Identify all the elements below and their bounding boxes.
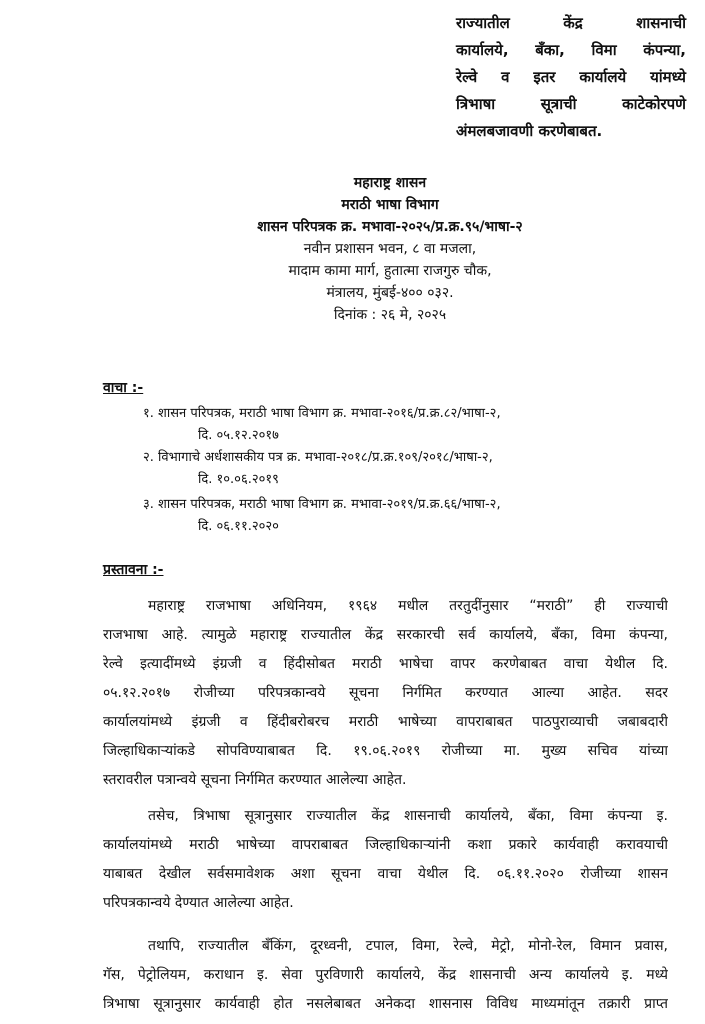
paragraph-line: याबाबत देखील सर्वसमावेशक अशा सूचना वाचा येथील दि. ०६.११.२०२० रोजीच्या शासन [103,866,668,882]
reference-line: २. विभागाचे अर्धशासकीय पत्र क्र. मभावा-२०१८/प्र.क्र.१०९/२०१८/भाषा-२, [143,450,493,465]
reference-date: दि. ०५.१२.२०१७ [198,428,279,443]
paragraph-line: त्रिभाषा सूत्रानुसार कार्यवाही होत नसलेबाबत अनेकदा शासनास विविध माध्यमांतून तक्रारी प्राप्त [103,996,668,1012]
reference-item [143,494,501,538]
address-line: मादाम कामा मार्ग, हुतात्मा राजगुरु चौक, [288,263,492,279]
reference-date: दि. १०.०६.२०१९ [198,472,279,487]
paragraph-line: गॅस, पेट्रोलियम, कराधान इ. सेवा पुरविणारी कार्यालये, केंद्र शासनाची अन्य कार्यालये इ. मध्ये [103,967,668,983]
paragraph-line: परिपत्रकान्वये देण्यात आलेल्या आहेत. [103,895,294,911]
preamble-paragraph-3 [103,932,668,1019]
paragraph-line: तथापि, राज्यातील बँकिंग, दूरध्वनी, टपाल, विमा, रेल्वे, मेट्रो, मोनो-रेल, विमान प्रवास, [148,938,668,954]
paragraph-line: कार्यालयांमध्ये इंग्रजी व हिंदीबरोबरच मराठी भाषेच्या वापराबाबत पाठपुराव्याची जबाबदारी [103,714,668,730]
circular-date: दिनांक : २६ मे, २०२५ [333,307,447,323]
paragraph-line: स्तरावरील पत्रान्वये सूचना निर्गमित करण्यात आलेल्या आहेत. [103,772,407,788]
paragraph-line: ०५.१२.२०१७ रोजीच्या परिपत्रकान्वये सूचना निर्गमित करण्यात आल्या आहेत. सदर [103,685,668,701]
preamble-paragraph-1 [103,592,668,795]
government-name: महाराष्ट्र शासन [353,175,427,191]
paragraph-line: राजभाषा आहे. त्यामुळे महाराष्ट्र राज्यातील केंद्र सरकारची सर्व कार्यालये, बँका, विमा कंपन्या, [103,627,668,643]
subject-block [456,10,686,145]
reference-item [143,403,501,447]
paragraph-line: रेल्वे इत्यादींमध्ये इंग्रजी व हिंदीसोबत मराठी भाषेचा वापर करणेबाबत वाचा येथील दि. [103,656,668,672]
subject-line: राज्यातील केंद्र शासनाची [456,14,686,32]
reference-item [143,447,493,491]
paragraph-line: जिल्हाधिकाऱ्यांकडे सोपविण्याबाबत दि. १९.०६.२०१९ रोजीच्या मा. मुख्य सचिव यांच्या [103,743,668,759]
paragraph-line: कार्यालयांमध्ये मराठी भाषेच्या वापराबाबत जिल्हाधिकाऱ्यांनी कशा प्रकारे कार्यवाही करावयाची [103,837,668,853]
preamble-paragraph-2 [103,802,668,918]
subject-line: अंमलबजावणी करणेबाबत. [456,122,603,140]
reference-line: ३. शासन परिपत्रक, मराठी भाषा विभाग क्र. मभावा-२०१९/प्र.क्र.६६/भाषा-२, [143,497,501,512]
subject-line: रेल्वे व इतर कार्यालये यांमध्ये [456,68,686,86]
paragraph-line: तसेच, त्रिभाषा सूत्रानुसार राज्यातील केंद्र शासनाची कार्यालये, बँका, विमा कंपन्या इ. [148,808,668,824]
references-heading: वाचा :- [103,380,144,396]
reference-date: दि. ०६.११.२०२० [198,519,279,534]
subject-line: त्रिभाषा सूत्राची काटेकोरपणे [456,95,686,113]
circular-number: शासन परिपत्रक क्र. मभावा-२०२५/प्र.क्र.९५/भाषा-२ [257,219,523,235]
paragraph-line: महाराष्ट्र राजभाषा अधिनियम, १९६४ मधील तरतुदींनुसार “मराठी” ही राज्याची [148,598,668,614]
reference-line: १. शासन परिपत्रक, मराठी भाषा विभाग क्र. मभावा-२०१६/प्र.क्र.८२/भाषा-२, [143,406,501,421]
preamble-heading: प्रस्तावना :- [103,562,164,578]
address-line: नवीन प्रशासन भवन, ८ वा मजला, [303,241,477,257]
department-name: मराठी भाषा विभाग [341,197,439,213]
subject-line: कार्यालये, बँका, विमा कंपन्या, [456,41,686,59]
address-line: मंत्रालय, मुंबई-४०० ०३२. [326,285,454,301]
letterhead [180,172,600,326]
